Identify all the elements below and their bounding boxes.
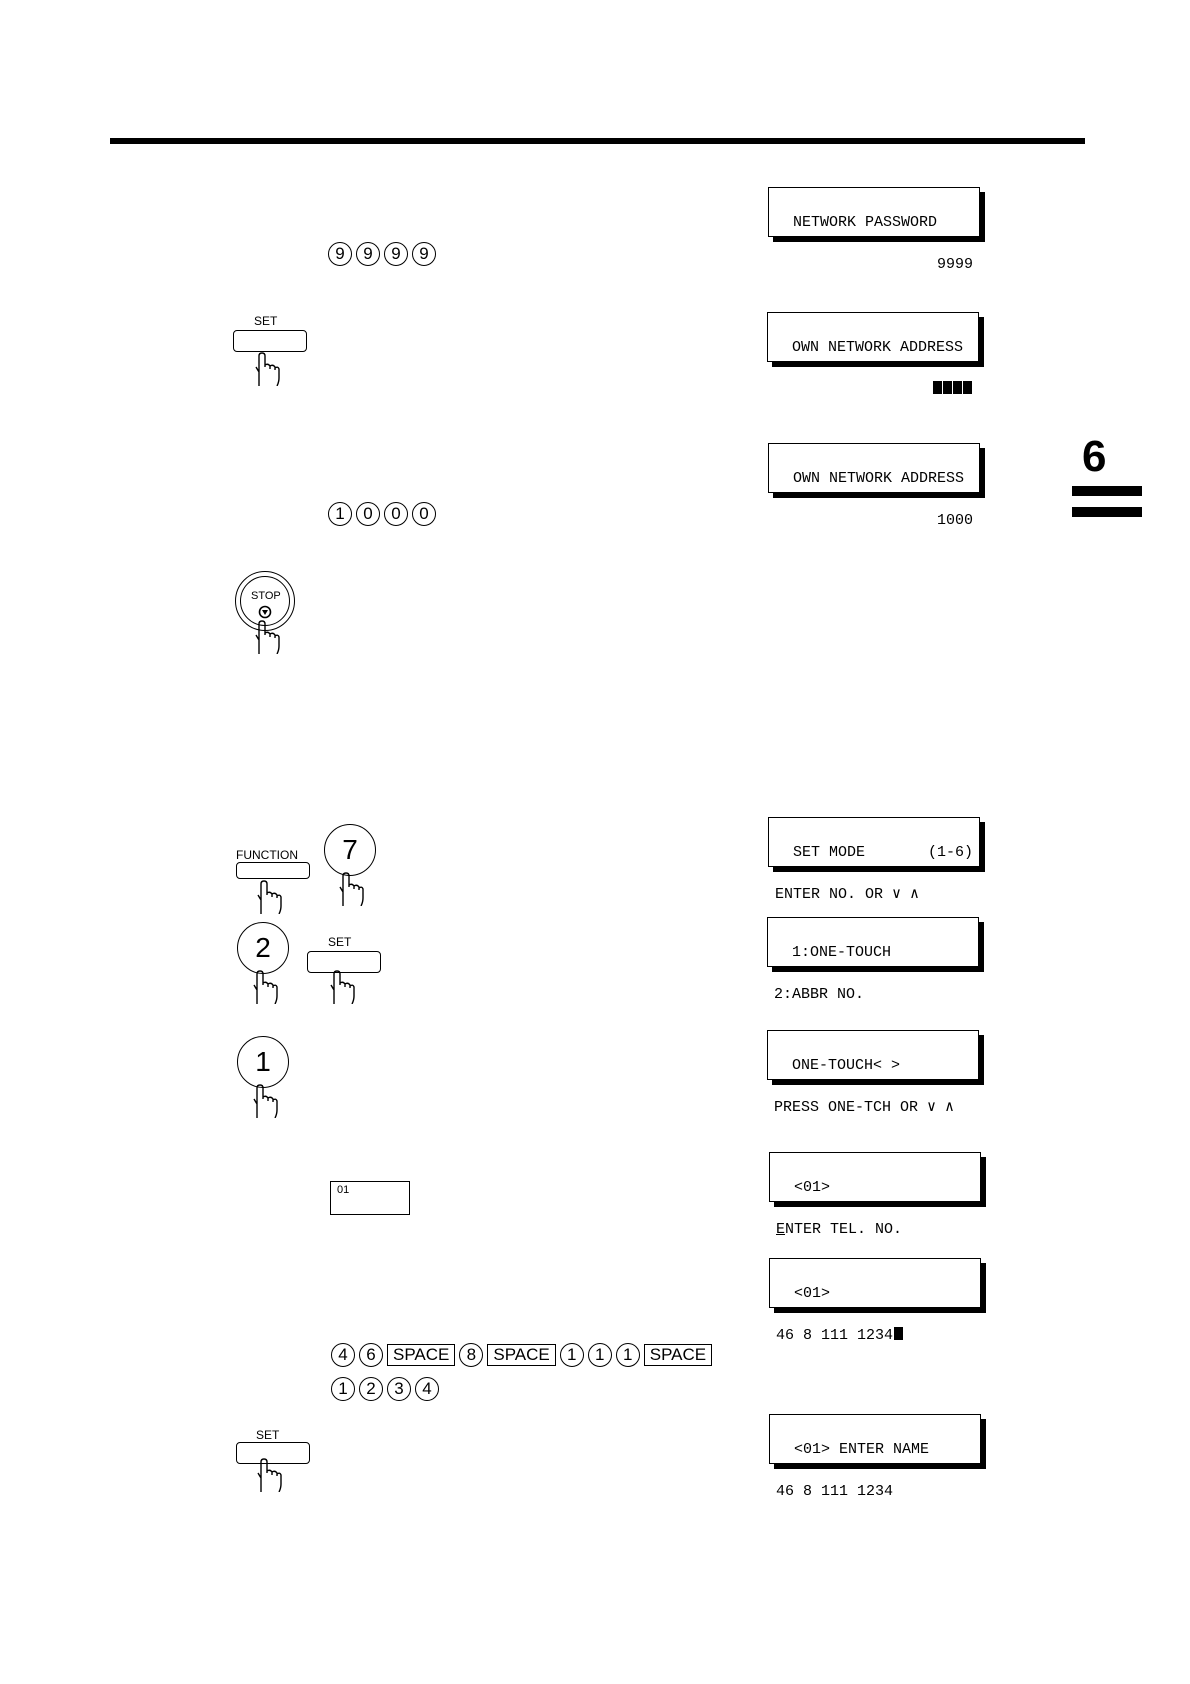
lcd-cursor-char: E: [776, 1221, 786, 1238]
lcd-line1: 1:ONE-TOUCH: [792, 944, 892, 961]
lcd-line1: <01>: [794, 1179, 831, 1196]
key-7-button[interactable]: 7: [324, 824, 376, 876]
digit-key[interactable]: 0: [356, 502, 380, 526]
lcd-line2: 9999: [936, 256, 973, 273]
lcd-line1: SET MODE (1-6): [793, 844, 974, 861]
lcd-line2: 2:ABBR NO.: [774, 986, 865, 1003]
digit-key[interactable]: 2: [359, 1377, 383, 1401]
lcd-line1: OWN NETWORK ADDRESS: [793, 470, 965, 487]
password-key-sequence: [328, 242, 436, 266]
pointing-hand-icon: [335, 872, 365, 906]
digit-key[interactable]: 1: [588, 1343, 612, 1367]
chapter-number: 6: [1082, 432, 1107, 481]
lcd-enter-name: [769, 1414, 981, 1500]
digit-key[interactable]: 1: [328, 502, 352, 526]
pointing-hand-icon: [251, 620, 281, 654]
set-key-label: SET: [254, 314, 278, 328]
lcd-set-mode: [768, 817, 980, 903]
function-key-button[interactable]: [236, 862, 310, 879]
top-rule: [110, 138, 1085, 144]
digit-key[interactable]: 4: [415, 1377, 439, 1401]
pointing-hand-icon: [249, 1084, 279, 1118]
tel-key-sequence-row1: [331, 1343, 712, 1367]
digit-key[interactable]: 6: [359, 1343, 383, 1367]
digit-key[interactable]: 1: [331, 1377, 355, 1401]
lcd-own-network-address-empty: [767, 312, 979, 362]
digit-key[interactable]: 9: [356, 242, 380, 266]
lcd-tel-number: [769, 1258, 981, 1344]
digit-key[interactable]: 9: [328, 242, 352, 266]
lcd-own-network-address: [768, 443, 980, 529]
lcd-line2: 46 8 111 1234: [776, 1483, 894, 1500]
stop-key-label: STOP: [251, 590, 281, 602]
key-1-button[interactable]: 1: [237, 1036, 289, 1088]
one-touch-key-label: 01: [337, 1184, 350, 1196]
stop-symbol-icon: [258, 605, 272, 619]
pointing-hand-icon: [326, 970, 356, 1004]
digit-key[interactable]: 8: [459, 1343, 483, 1367]
space-key[interactable]: SPACE: [487, 1344, 555, 1366]
lcd-line2: [776, 1325, 974, 1346]
tel-key-sequence-row2: [331, 1377, 439, 1401]
pointing-hand-icon: [253, 880, 283, 914]
lcd-line2: 1000: [936, 512, 973, 529]
lcd-line2: PRESS ONE-TCH OR ∨ ∧: [774, 1099, 955, 1116]
pointing-hand-icon: [249, 970, 279, 1004]
one-touch-key-01[interactable]: [330, 1181, 410, 1215]
lcd-one-touch-abbr: [767, 917, 979, 1003]
set-key-label: SET: [256, 1428, 280, 1442]
set-key-button[interactable]: [233, 330, 307, 352]
pointing-hand-icon: [253, 1458, 283, 1492]
space-key[interactable]: SPACE: [387, 1344, 455, 1366]
lcd-network-password: [768, 187, 980, 273]
digit-key[interactable]: 0: [412, 502, 436, 526]
lcd-line2: ENTER NO. OR ∨ ∧: [775, 886, 920, 903]
lcd-line1: <01>: [794, 1285, 831, 1302]
function-key-label: FUNCTION: [236, 848, 298, 862]
lcd-line1: NETWORK PASSWORD: [793, 214, 938, 231]
lcd-cursor-block: [894, 1327, 903, 1340]
digit-key[interactable]: 1: [616, 1343, 640, 1367]
lcd-line1: OWN NETWORK ADDRESS: [792, 339, 964, 356]
lcd-line1: ONE-TOUCH< >: [792, 1057, 901, 1074]
key-2-button[interactable]: 2: [237, 922, 289, 974]
digit-key[interactable]: 4: [331, 1343, 355, 1367]
digit-key[interactable]: 3: [387, 1377, 411, 1401]
lcd-press-one-touch: [767, 1030, 979, 1116]
lcd-cursor-blocks: [774, 379, 972, 400]
lcd-enter-tel-no: [769, 1152, 981, 1238]
pointing-hand-icon: [251, 352, 281, 386]
chapter-bar-top: [1072, 486, 1142, 496]
chapter-bar-bottom: [1072, 507, 1142, 517]
address-key-sequence: [328, 502, 436, 526]
set-key-label: SET: [328, 935, 352, 949]
digit-key[interactable]: 1: [560, 1343, 584, 1367]
digit-key[interactable]: 9: [412, 242, 436, 266]
lcd-tel-value: 46 8 111 1234: [776, 1327, 894, 1344]
lcd-line2-rest: NTER TEL. NO.: [785, 1221, 903, 1238]
lcd-line2: [776, 1219, 974, 1240]
lcd-line1: <01> ENTER NAME: [794, 1441, 930, 1458]
digit-key[interactable]: 9: [384, 242, 408, 266]
digit-key[interactable]: 0: [384, 502, 408, 526]
space-key[interactable]: SPACE: [644, 1344, 712, 1366]
